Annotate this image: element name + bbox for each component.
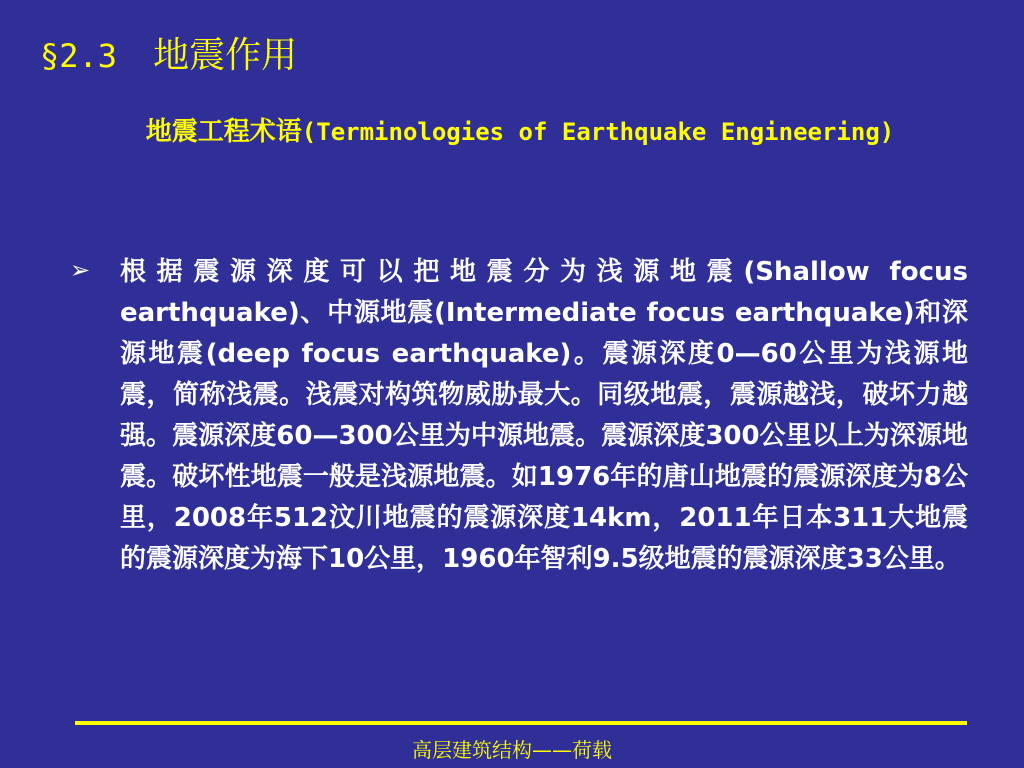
slide-title — [40, 34, 297, 78]
title-text: 地震作用 — [153, 35, 298, 76]
bullet-paragraph: 根据震源深度可以把地震分为浅源地震(Shallow focus earthquake)、中源地震(Intermediate focus earthquake)和深源地震(deep focus earthquake)。震源深度0—60公里为浅源地震，简称浅震。浅震对构筑物威胁最大。同级地震，震源越浅，破坏力越强。震源深度60—300公里为中源地震。震源深度300公里以上为深源地震。破坏性地震一般是浅源地震。如1976年的唐山地震的震源深度为8公里，2008年512汶川地震的震源深度14km，2011年日本311大地震的震源深度为海下10公里，1960年智利9.5级地震的震源深度33公里。 — [120, 257, 968, 574]
section-number: §2.3 — [40, 37, 118, 75]
subtitle-english: (Terminologies of Earthquake Engineering) — [301, 118, 895, 146]
footer-text: 高层建筑结构——荷载 — [412, 738, 612, 762]
footer-divider — [75, 721, 967, 725]
subtitle — [130, 112, 910, 152]
subtitle-chinese: 地震工程术语 — [145, 117, 302, 147]
bullet-arrow-icon: ➢ — [70, 256, 91, 284]
